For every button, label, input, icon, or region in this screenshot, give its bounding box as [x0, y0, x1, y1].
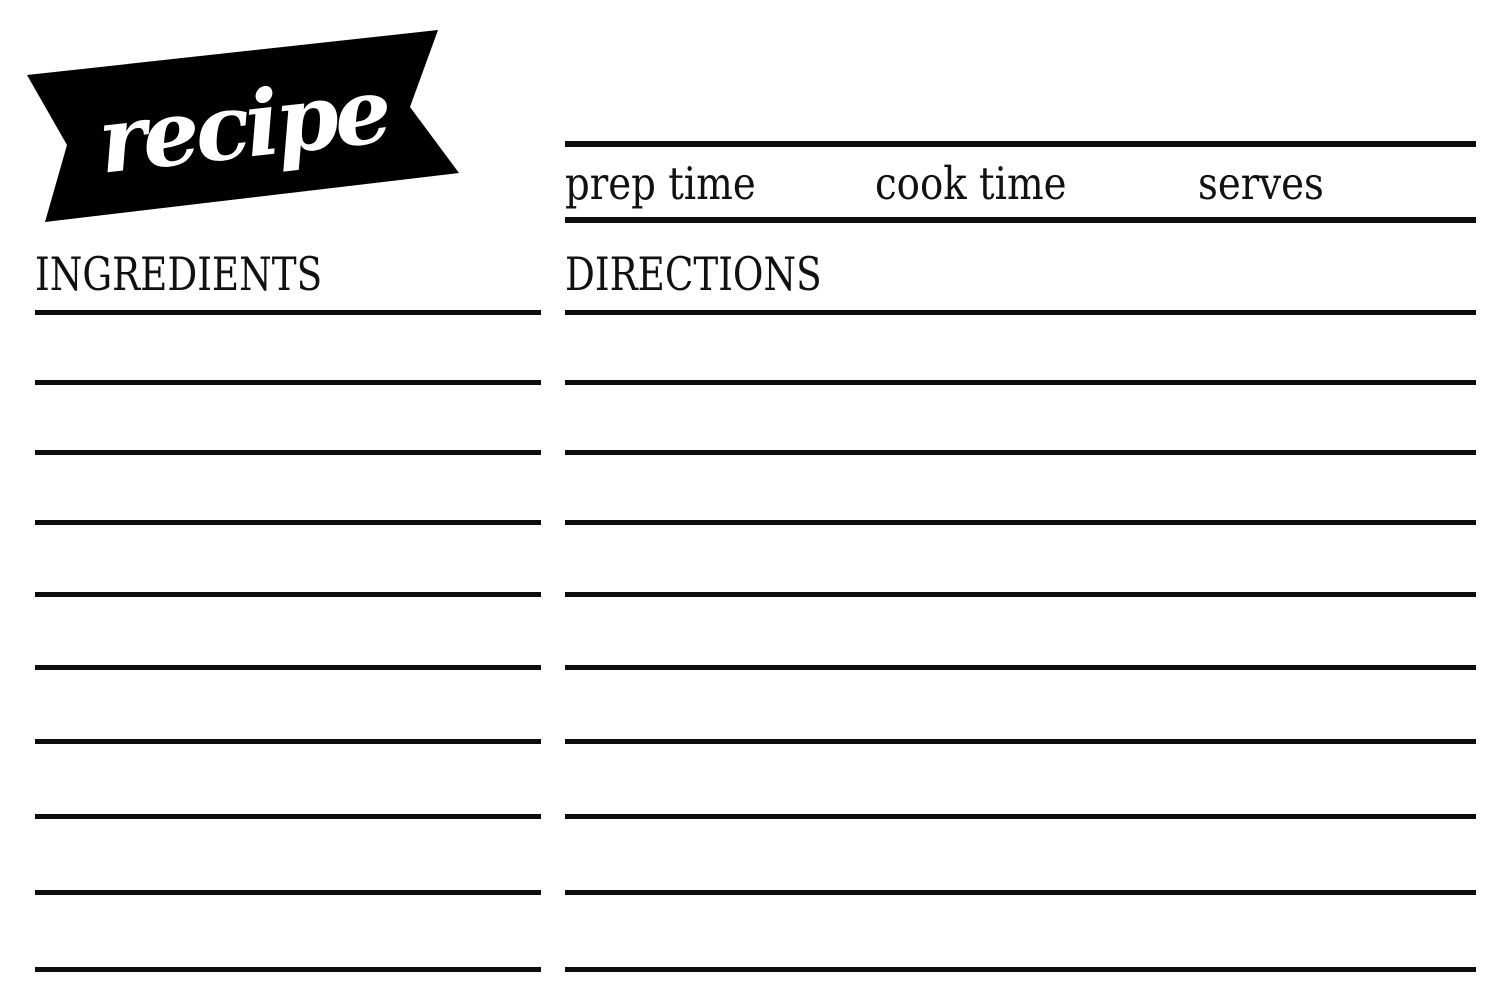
blank-line: [565, 967, 1476, 972]
serves-label: serves: [1198, 157, 1324, 210]
directions-underline: [565, 310, 1476, 315]
blank-line: [35, 814, 541, 819]
cook-time-label: cook time: [875, 157, 1067, 210]
blank-line: [565, 890, 1476, 895]
blank-line: [35, 739, 541, 744]
ingredients-title: INGREDIENTS: [35, 247, 323, 301]
meta-bottom-rule: [565, 217, 1476, 223]
blank-line: [35, 665, 541, 670]
blank-line: [565, 739, 1476, 744]
blank-line: [565, 380, 1476, 385]
prep-time-label: prep time: [565, 157, 756, 210]
meta-top-rule: [565, 141, 1476, 147]
directions-title: DIRECTIONS: [565, 247, 822, 301]
blank-line: [565, 665, 1476, 670]
blank-line: [35, 967, 541, 972]
blank-line: [565, 450, 1476, 455]
blank-line: [35, 520, 541, 525]
ingredients-underline: [35, 310, 541, 315]
blank-line: [35, 592, 541, 597]
blank-line: [565, 814, 1476, 819]
blank-line: [35, 890, 541, 895]
blank-line: [565, 592, 1476, 597]
blank-line: [35, 450, 541, 455]
blank-line: [565, 520, 1476, 525]
blank-line: [35, 380, 541, 385]
recipe-banner: [0, 0, 480, 240]
banner-label: recipe: [93, 57, 393, 195]
